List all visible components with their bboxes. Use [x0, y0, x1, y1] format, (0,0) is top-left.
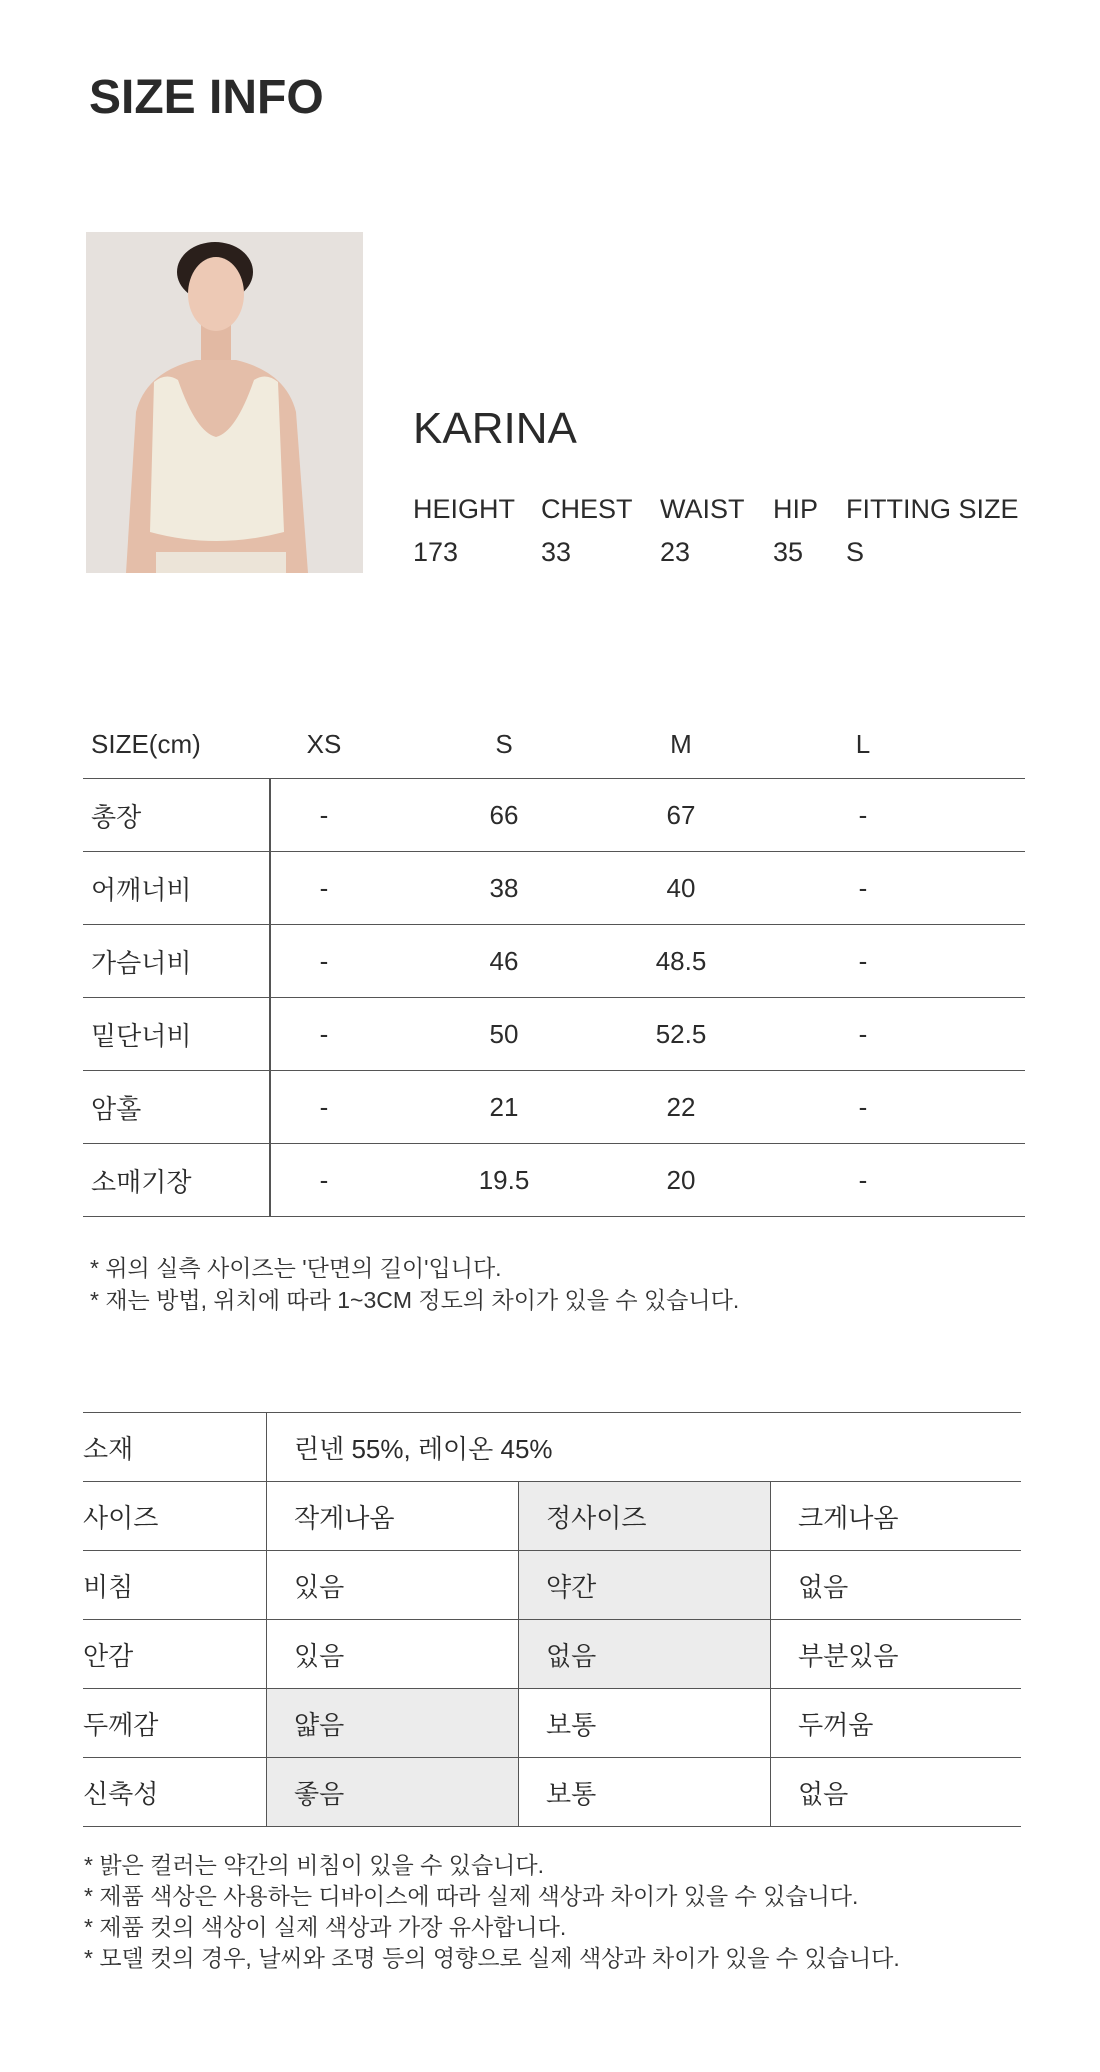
fabric-row-size [83, 1482, 1021, 1551]
cell-m: 67 [666, 799, 696, 830]
row-label: 총장 [91, 801, 142, 832]
row-label: 소매기장 [91, 1166, 192, 1197]
row-label: 암홀 [91, 1093, 142, 1124]
option-cell-selected: 없음 [518, 1620, 770, 1688]
stat-value: 33 [541, 537, 572, 567]
note-line: * 재는 방법, 위치에 따라 1~3CM 정도의 차이가 있을 수 있습니다. [90, 1287, 740, 1313]
option-cell: 보통 [518, 1758, 770, 1826]
table-row [83, 779, 1025, 852]
stat-label: HIP [773, 494, 819, 524]
stat-fitting-size [846, 494, 1019, 568]
header-xs: XS [306, 728, 342, 759]
stat-chest [541, 494, 633, 568]
note-line: * 모델 컷의 경우, 날씨와 조명 등의 영향으로 실제 색상과 차이가 있을 수 있습니다. [84, 1945, 900, 1971]
cell-l: - [858, 945, 868, 976]
cell-s: 21 [489, 1091, 519, 1122]
row-label: 가슴너비 [91, 947, 192, 978]
cell-l: - [858, 872, 868, 903]
option-cell: 보통 [518, 1689, 770, 1757]
size-notes [90, 1252, 739, 1316]
model-name: KARINA [413, 404, 577, 453]
stat-height [413, 494, 515, 568]
stat-label: WAIST [660, 494, 745, 524]
stat-label: HEIGHT [413, 494, 516, 524]
table-row [83, 852, 1025, 925]
option-cell-selected: 정사이즈 [518, 1482, 770, 1550]
row-label: 안감 [83, 1640, 134, 1671]
option-cell: 있음 [266, 1620, 518, 1688]
table-row [83, 1144, 1025, 1217]
fabric-table [83, 1412, 1021, 1827]
cell-xs: - [319, 945, 329, 976]
cell-l: - [858, 1091, 868, 1122]
option-cell: 있음 [266, 1551, 518, 1619]
option-cell: 부분있음 [770, 1620, 1021, 1688]
row-label: 밑단너비 [91, 1020, 192, 1051]
option-cell: 없음 [770, 1758, 1021, 1826]
color-notes [84, 1850, 900, 1974]
table-row [83, 925, 1025, 998]
cell-xs: - [319, 1164, 329, 1195]
fabric-row-stretch [83, 1758, 1021, 1827]
fabric-row-sheerness [83, 1551, 1021, 1620]
stat-value: S [846, 537, 865, 567]
option-cell: 없음 [770, 1551, 1021, 1619]
stat-label: FITTING SIZE [846, 494, 1019, 524]
option-cell: 크게나옴 [770, 1482, 1021, 1550]
note-line: * 위의 실측 사이즈는 '단면의 길이'입니다. [90, 1255, 502, 1281]
stat-value: 23 [660, 537, 691, 567]
size-table-header [83, 710, 1025, 779]
header-l: L [855, 728, 871, 759]
material-value: 린넨 55%, 레이온 45% [266, 1413, 1021, 1481]
header-s: S [495, 728, 513, 759]
stat-value: 35 [773, 537, 804, 567]
cell-s: 19.5 [478, 1164, 530, 1195]
cell-l: - [858, 1164, 868, 1195]
row-label: 사이즈 [83, 1502, 159, 1533]
stat-label: CHEST [541, 494, 633, 524]
header-m: M [670, 728, 692, 759]
cell-m: 52.5 [655, 1018, 707, 1049]
cell-m: 48.5 [655, 945, 707, 976]
row-label: 어깨너비 [91, 874, 192, 905]
cell-xs: - [319, 1091, 329, 1122]
note-line: * 제품 색상은 사용하는 디바이스에 따라 실제 색상과 차이가 있을 수 있습니다. [84, 1883, 859, 1909]
option-cell-selected: 얇음 [266, 1689, 518, 1757]
fabric-row-thickness [83, 1689, 1021, 1758]
cell-s: 66 [489, 799, 519, 830]
cell-s: 46 [489, 945, 519, 976]
material-row [83, 1413, 1021, 1482]
cell-s: 38 [489, 872, 519, 903]
cell-xs: - [319, 872, 329, 903]
cell-m: 22 [666, 1091, 696, 1122]
table-row [83, 1071, 1025, 1144]
option-cell-selected: 약간 [518, 1551, 770, 1619]
option-cell-selected: 좋음 [266, 1758, 518, 1826]
model-photo [86, 232, 363, 573]
note-line: * 밝은 컬러는 약간의 비침이 있을 수 있습니다. [84, 1852, 544, 1878]
option-cell: 두꺼움 [770, 1689, 1021, 1757]
size-table [83, 710, 1025, 1217]
table-row [83, 998, 1025, 1071]
stat-hip [773, 494, 818, 568]
note-line: * 제품 컷의 색상이 실제 색상과 가장 유사합니다. [84, 1914, 567, 1940]
fabric-row-lining [83, 1620, 1021, 1689]
row-label: 신축성 [83, 1778, 159, 1809]
option-cell: 작게나옴 [266, 1482, 518, 1550]
cell-s: 50 [489, 1018, 519, 1049]
stat-value: 173 [413, 537, 459, 567]
row-label: 비침 [83, 1571, 134, 1602]
header-size-label: SIZE(cm) [91, 728, 201, 759]
cell-l: - [858, 1018, 868, 1049]
page-title: SIZE INFO [89, 71, 324, 124]
row-label: 두께감 [83, 1709, 159, 1740]
stat-waist [660, 494, 745, 568]
cell-m: 20 [666, 1164, 696, 1195]
cell-xs: - [319, 1018, 329, 1049]
row-label: 소재 [83, 1433, 134, 1464]
cell-l: - [858, 799, 868, 830]
cell-m: 40 [666, 872, 696, 903]
cell-xs: - [319, 799, 329, 830]
